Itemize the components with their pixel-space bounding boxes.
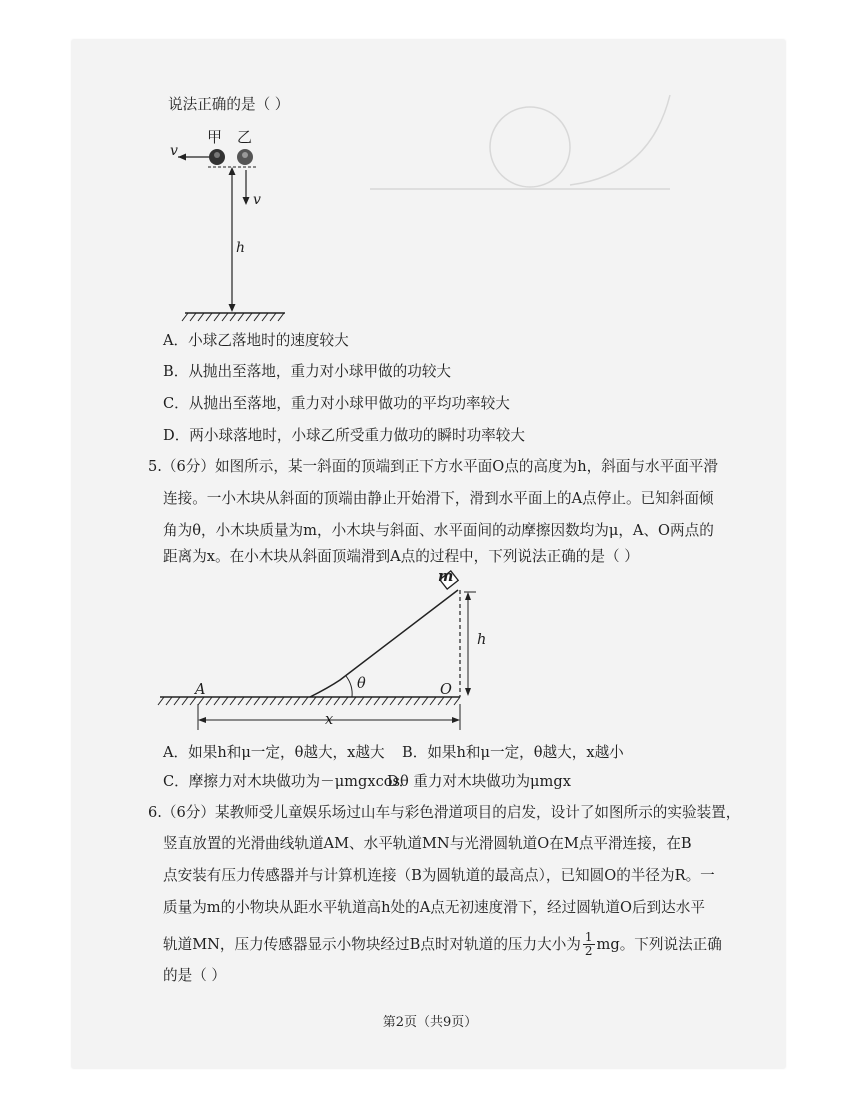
label-jia: 甲	[207, 128, 223, 146]
q4-stem-tail: 说法正确的是（ ）	[168, 96, 290, 113]
page-footer: 第2页（共9页）	[382, 1015, 478, 1030]
q5-stem-line4: 距离为x。在小木块从斜面顶端滑到A点的过程中，下列说法正确的是（ ）	[163, 548, 639, 565]
q6-line5-pre: 轨道MN，压力传感器显示小物块经过B点时对轨道的压力大小为	[163, 935, 581, 953]
fraction-one-half	[583, 931, 595, 958]
q5-option-c: C．摩擦力对木块做功为－μmgxcosθ	[163, 773, 409, 790]
label-h2: h	[477, 632, 487, 648]
q6-stem-line6: 的是（ ）	[163, 967, 227, 984]
q4-option-a: A．小球乙落地时的速度较大	[163, 332, 349, 349]
q5-stem-line3: 角为θ，小木块质量为m，小木块与斜面、水平面间的动摩擦因数均为μ，A、O两点的	[163, 522, 714, 539]
label-v-down: v	[253, 192, 261, 208]
q6-stem-line1: 6.（6分）某教师受儿童娱乐场过山车与彩色滑道项目的启发，设计了如图所示的实验装置，	[148, 804, 741, 821]
q6-stem-line4: 质量为m的小物块从距水平轨道高h处的A点无初速度滑下，经过圆轨道O后到达水平	[163, 899, 705, 916]
label-A: A	[195, 682, 206, 698]
bleed-through-figure	[370, 85, 670, 225]
q6-line5-post: mg。下列说法正确	[596, 935, 722, 953]
label-h: h	[236, 240, 246, 256]
q6-stem-line2: 竖直放置的光滑曲线轨道AM、水平轨道MN与光滑圆轨道O在M点平滑连接，在B	[163, 835, 692, 852]
q5-stem-line2: 连接。一小木块从斜面的顶端由静止开始滑下，滑到水平面上的A点停止。已知斜面倾	[163, 490, 714, 507]
q5-figure	[160, 572, 480, 732]
q6-stem-line3: 点安装有压力传感器并与计算机连接（B为圆轨道的最高点），已知圆O的半径为R。一	[163, 867, 715, 884]
q5-option-a: A．如果h和μ一定，θ越大，x越大	[163, 744, 385, 761]
q4-option-d: D．两小球落地时，小球乙所受重力做功的瞬时功率较大	[163, 427, 525, 444]
q5-stem-line1: 5.（6分）如图所示，某一斜面的顶端到正下方水平面O点的高度为h，斜面与水平面平滑	[148, 458, 718, 475]
label-v-left: v	[170, 143, 178, 159]
frac-den: 2	[584, 944, 593, 958]
q6-stem-line5	[163, 931, 722, 958]
q4-option-b: B．从抛出至落地，重力对小球甲做的功较大	[163, 363, 452, 380]
q5-option-b: B．如果h和μ一定，θ越大，x越小	[402, 744, 624, 761]
label-x: x	[325, 712, 334, 728]
label-yi: 乙	[237, 128, 253, 146]
q5-option-d: D．重力对木块做功为μmgx	[387, 773, 571, 790]
q4-option-c: C．从抛出至落地，重力对小球甲做功的平均功率较大	[163, 395, 510, 412]
frac-num: 1	[584, 930, 593, 944]
label-m: m	[438, 568, 454, 585]
label-O: O	[440, 682, 452, 698]
label-theta: θ	[357, 676, 366, 692]
q4-figure	[160, 125, 310, 325]
